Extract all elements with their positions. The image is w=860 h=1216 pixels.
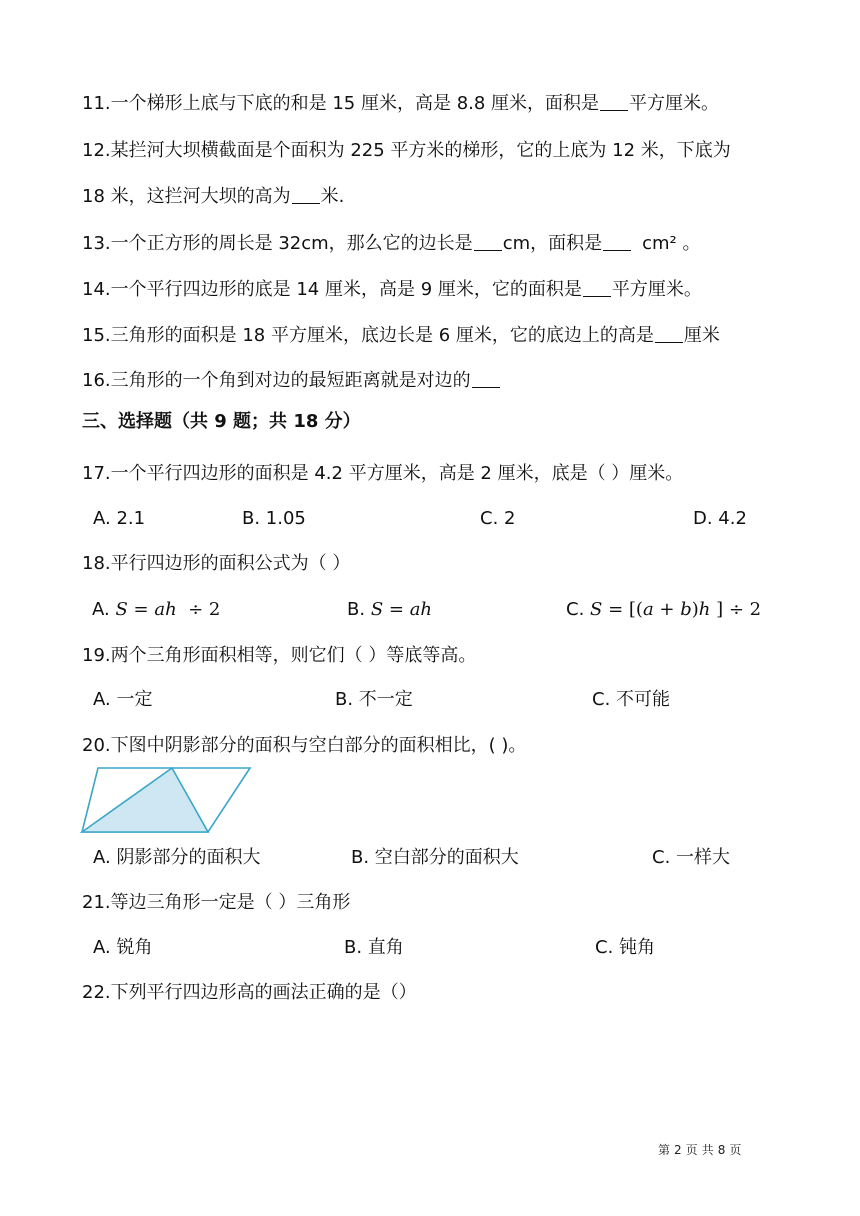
question-21-stem: 21.等边三角形一定是（ ）三角形 [82,892,351,913]
formula-b: S = ah [370,599,433,620]
answer-blank[interactable] [472,369,500,388]
q19-option-b[interactable]: B. 不一定 [335,689,413,710]
total-pages: 8 [717,1143,726,1157]
answer-blank[interactable] [603,232,631,251]
answer-blank[interactable] [583,278,611,297]
parallelogram-figure [80,766,252,834]
question-11: 11.一个梯形上底与下底的和是 15 厘米，高是 8.8 厘米，面积是 平方厘米。 [82,93,720,114]
q19-option-c[interactable]: C. 不可能 [592,689,671,710]
answer-blank[interactable] [600,92,628,111]
question-13: 13.一个正方形的周长是 32cm，那么它的边长是 cm，面积是 cm² 。 [82,233,701,254]
section-heading: 三、选择题（共 9 题；共 18 分） [82,411,361,432]
q20-option-c[interactable]: C. 一样大 [652,847,731,868]
question-20-stem: 20.下图中阴影部分的面积与空白部分的面积相比，( )。 [82,735,527,756]
formula-c: S = [(a + b)h ] ÷ 2 [590,599,762,620]
answer-blank[interactable] [474,232,502,251]
q17-option-b[interactable]: B. 1.05 [242,508,306,529]
q21-option-c[interactable]: C. 钝角 [595,937,656,958]
q19-option-a[interactable]: A. 一定 [93,689,153,710]
q21-option-b[interactable]: B. 直角 [344,937,404,958]
q20-option-a[interactable]: A. 阴影部分的面积大 [93,847,261,868]
question-14: 14.一个平行四边形的底是 14 厘米，高是 9 厘米，它的面积是 平方厘米。 [82,279,702,300]
q17-option-a[interactable]: A. 2.1 [93,508,146,529]
answer-blank[interactable] [292,185,320,204]
question-12-line2: 18 米，这拦河大坝的高为 米. [82,186,345,207]
question-16: 16.三角形的一个角到对边的最短距离就是对边的 [82,369,790,393]
question-19-stem: 19.两个三角形面积相等，则它们（ ）等底等高。 [82,645,477,666]
q18-option-a[interactable]: A. S = ah ÷ 2 [92,599,221,620]
question-17-stem: 17.一个平行四边形的面积是 4.2 平方厘米，高是 2 厘米，底是（ ）厘米。 [82,463,684,484]
q21-option-a[interactable]: A. 锐角 [93,937,153,958]
question-15: 15.三角形的面积是 18 平方厘米，底边长是 6 厘米，它的底边上的高是 厘米 [82,325,720,346]
question-18-stem: 18.平行四边形的面积公式为（ ） [82,553,351,574]
current-page: 2 [674,1143,682,1157]
answer-blank[interactable] [655,324,683,343]
q17-option-d[interactable]: D. 4.2 [693,508,747,529]
formula-a: S = ah ÷ 2 [115,599,221,620]
page-footer: 第 2 页 共 8 页 [658,1143,742,1157]
q17-option-c[interactable]: C. 2 [480,508,516,529]
question-12-line1: 12.某拦河大坝横截面是个面积为 225 平方米的梯形，它的上底为 12 米，下底为 [82,140,731,161]
q18-option-b[interactable]: B. S = ah [347,599,433,620]
question-22-stem: 22.下列平行四边形高的画法正确的是（） [82,982,417,1003]
q20-option-b[interactable]: B. 空白部分的面积大 [351,847,519,868]
q18-option-c[interactable]: C. S = [(a + b)h ] ÷ 2 [566,599,762,620]
